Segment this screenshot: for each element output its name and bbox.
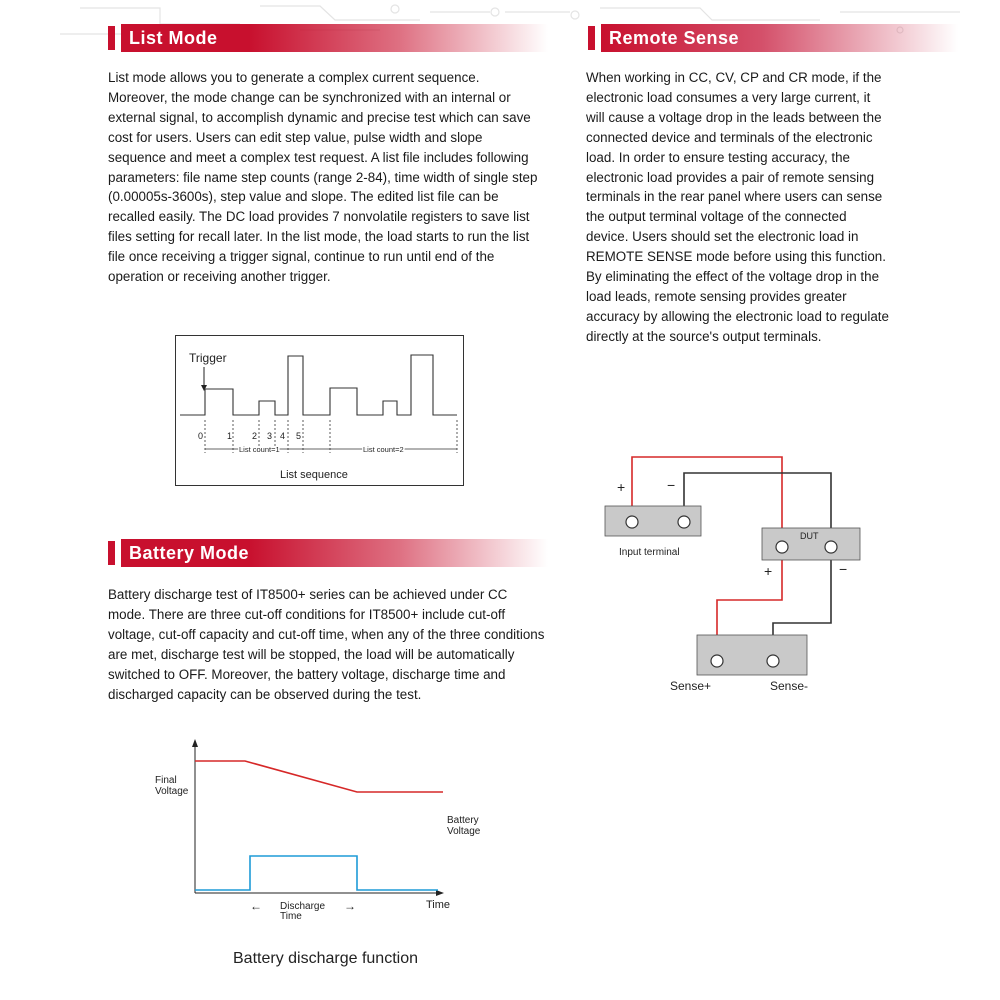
- heading-marker: [588, 26, 595, 50]
- step-label-2: 2: [252, 431, 258, 441]
- input-plus-sign: +: [617, 479, 626, 495]
- y-axis-arrowhead: [192, 739, 198, 747]
- remote-sense-heading: [588, 24, 958, 52]
- heading-marker: [108, 541, 115, 565]
- dut-plus-terminal: [776, 541, 788, 553]
- battery-discharge-diagram: [150, 735, 495, 975]
- final-voltage-label-1: Final: [155, 775, 177, 786]
- discharge-current-curve: [195, 856, 438, 890]
- dut-label: DUT: [800, 531, 819, 541]
- dut-minus-sign: −: [839, 561, 848, 577]
- step-label-3: 3: [267, 431, 273, 441]
- remote-sense-title: Remote Sense: [601, 24, 958, 52]
- sense-plus-label: Sense+: [670, 679, 712, 693]
- discharge-right-arrow: →: [344, 899, 356, 913]
- negative-wire-input: [684, 473, 831, 535]
- battery-mode-title: Battery Mode: [121, 539, 548, 567]
- battery-voltage-label-1: Battery: [447, 815, 479, 826]
- sense-plus-terminal: [711, 655, 723, 667]
- remote-sense-diagram: [595, 450, 895, 700]
- list-mode-heading: [108, 24, 548, 52]
- sense-block: [697, 635, 807, 675]
- step-label-4: 4: [280, 431, 286, 441]
- list-sequence-caption: List sequence: [280, 469, 348, 481]
- dut-plus-sign: +: [764, 563, 773, 579]
- battery-voltage-label-2: Voltage: [447, 826, 481, 837]
- step-label-5: 5: [296, 431, 302, 441]
- input-minus-sign: −: [667, 477, 676, 493]
- input-terminal-minus: [678, 516, 690, 528]
- input-terminal-plus: [626, 516, 638, 528]
- sense-minus-terminal: [767, 655, 779, 667]
- discharge-time-label-2: Time: [280, 911, 302, 922]
- battery-caption: Battery discharge function: [233, 950, 418, 967]
- remote-sense-body: When working in CC, CV, CP and CR mode, if the electronic load consumes a very large current, it will cause a voltage drop in the leads between the connected device and terminals of the electronic load. In order to ensure testing accuracy, the electronic load provides a pair of remote sensing terminals in the rear panel where users can sense the output terminal voltage of the connected device. Users should set the electronic load in REMOTE SENSE mode before using this function. By eliminating the effect of the voltage drop in the load leads, remote sensing provides greater accuracy by allowing the electronic load to regulate directly at the source's output terminals.: [586, 70, 889, 344]
- list-mode-body: List mode allows you to generate a complex current sequence. Moreover, the mode change can be synchronized with an internal or external signal, to accomplish dynamic and precise test which can save cost for users. Users can edit step value, pulse width and slope sequence and meet a complex test request. A list file includes following parameters: file name step counts (range 2-84), time width of single step (0.00005s-3600s), step value and slope. The edited list file can be recalled easily. The DC load provides 7 nonvolatile registers to save list files setting for recall later. In the list mode, the load starts to run the list file once receiving a trigger signal, continue to run until end of the operation or receiving another trigger.: [108, 70, 538, 285]
- step-label-1: 1: [227, 431, 233, 441]
- discharge-time-label-1: Discharge: [280, 901, 326, 912]
- battery-mode-heading: [108, 539, 548, 567]
- battery-voltage-curve: [195, 761, 443, 792]
- list-sequence-diagram: [175, 335, 465, 488]
- battery-mode-body: Battery discharge test of IT8500+ series can be achieved under CC mode. There are three cut-off conditions for IT8500+ include cut-off voltage, cut-off capacity and cut-off time, when any of the three conditions are met, discharge test will be stopped, the load will be automatically switched to OFF. Moreover, the battery voltage, discharge time and discharged capacity can be observed during the test.: [108, 587, 545, 702]
- trigger-label: Trigger: [189, 351, 227, 365]
- discharge-left-arrow: ←: [250, 899, 262, 913]
- step-label-0: 0: [198, 431, 204, 441]
- heading-marker: [108, 26, 115, 50]
- time-axis-label: Time: [426, 899, 451, 911]
- input-terminal-label: Input terminal: [619, 547, 680, 558]
- final-voltage-label-2: Voltage: [155, 786, 189, 797]
- count2-label: List count=2: [363, 445, 404, 454]
- sense-minus-label: Sense-: [770, 679, 809, 693]
- dut-minus-terminal: [825, 541, 837, 553]
- x-axis-arrowhead: [436, 890, 444, 896]
- count1-label: List count=1: [239, 445, 280, 454]
- list-mode-title: List Mode: [121, 24, 548, 52]
